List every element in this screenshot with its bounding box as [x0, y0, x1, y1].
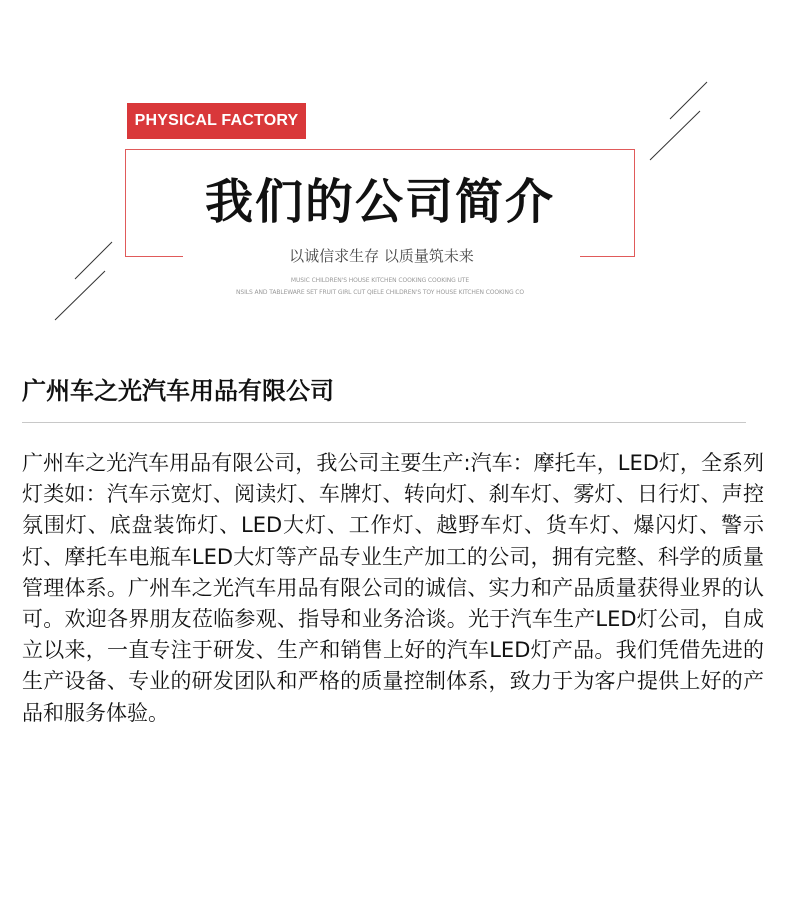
title-frame-bottom-left: [125, 256, 183, 257]
diagonal-line: [55, 271, 105, 320]
diagonal-line: [75, 242, 112, 279]
company-name-heading: 广州车之光汽车用品有限公司: [22, 377, 334, 405]
diagonal-line: [650, 111, 700, 160]
slogan: 以诚信求生存 以质量筑未来: [289, 247, 474, 265]
title-frame-bottom-right: [580, 256, 635, 257]
company-description: 广州车之光汽车用品有限公司，我公司主要生产:汽车：摩托车，LED灯，全系列灯类如：汽车示宽灯、阅读灯、车牌灯、转向灯、刹车灯、雾灯、日行灯、声控氛围灯、底盘装饰灯、LED大灯、工作灯、越野车灯、货车灯、爆闪灯、警示灯、摩托车电瓶车LED大灯等产品专业生产加工的公司，拥有完整、科学的质量管理体系。广州车之光汽车用品有限公司的诚信、实力和产品质量获得业界的认可。欢迎各界朋友莅临参观、指导和业务洽谈。光于汽车生产LED灯公司，自成立以来，一直专注于研发、生产和销售上好的汽车LED灯产品。我们凭借先进的生产设备、专业的研发团队和严格的质量控制体系，致力于为客户提供上好的产品和服务体验。: [22, 451, 764, 725]
page-title: 我们的公司简介: [204, 174, 555, 230]
english-tagline-2: NSILS AND TABLEWARE SET FRUIT GIRL CUT QIELE CHILDREN'S TOY HOUSE KITCHEN COOKING CO: [235, 289, 525, 296]
section-divider: [22, 422, 746, 423]
english-tagline-1: MUSIC CHILDREN'S HOUSE KITCHEN COOKING COOKING UTE: [290, 277, 470, 284]
title-frame-top: [125, 149, 635, 150]
diagonal-line: [670, 82, 707, 119]
physical-factory-badge: PHYSICAL FACTORY: [127, 103, 306, 139]
